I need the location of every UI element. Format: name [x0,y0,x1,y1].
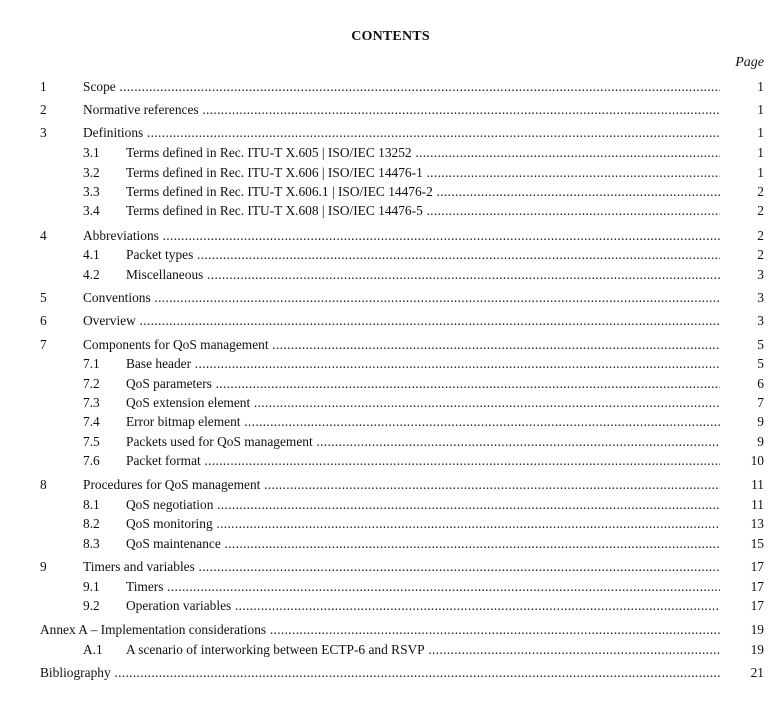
toc-entry [0,394,781,412]
toc-entry-page: 11 [751,497,764,512]
toc-entry-number: 8.3 [83,536,100,551]
toc-entry-number: 9.1 [83,579,100,594]
toc-entry-page: 10 [750,453,764,468]
toc-entry [0,312,781,330]
toc-entry [0,597,781,615]
toc-entry-label: Terms defined in Rec. ITU-T X.606.1 | ISO/IEC 14476-2 ..... [126,183,720,201]
toc-entry-number: 9.2 [83,598,100,613]
toc-entry-page: 3 [757,290,764,305]
toc-entry-label: Packet format ..... [126,452,720,470]
toc-entry [0,496,781,514]
toc-entry [0,246,781,264]
toc-entry [0,433,781,451]
toc-entry-label: Operation variables ..... [126,597,720,615]
toc-entry-label: Error bitmap element ..... [126,413,720,431]
toc-entry-page: 3 [757,267,764,282]
toc-entry-label: Packets used for QoS management ..... [126,433,720,451]
toc-entry-number: 3 [40,125,47,140]
toc-entry [0,476,781,494]
toc-entry-label: QoS monitoring ..... [126,515,720,533]
toc-entry-page: 9 [757,434,764,449]
toc-entry [0,336,781,354]
toc-entry-number: 8.1 [83,497,100,512]
toc-entry-page: 11 [751,477,764,492]
toc-entry-label: Normative references ..... [83,101,720,119]
toc-entry-page: 1 [757,102,764,117]
toc-entry-page: 17 [750,559,764,574]
toc-entry-label: Scope ..... [83,78,720,96]
toc-entry-page: 17 [750,598,764,613]
toc-entry [0,621,781,639]
toc-entry-number: 7 [40,337,47,352]
toc-entry [0,515,781,533]
toc-entry-number: 1 [40,79,47,94]
toc-entry [0,355,781,373]
toc-entry-label: QoS negotiation ..... [126,496,720,514]
toc-entry [0,124,781,142]
toc-entry [0,227,781,245]
toc-entry-page: 2 [757,203,764,218]
toc-entry-page: 2 [757,184,764,199]
toc-entry-label: Miscellaneous ..... [126,266,720,284]
toc-entry-page: 7 [757,395,764,410]
toc-entry-page: 19 [750,622,764,637]
toc-entry-label: Components for QoS management ..... [83,336,720,354]
toc-entry-number: 7.2 [83,376,100,391]
toc-entry [0,535,781,553]
toc-entry-number: 4.1 [83,247,100,262]
toc-entry-number: 8.2 [83,516,100,531]
toc-entry [0,144,781,162]
toc-entry-label: QoS parameters ..... [126,375,720,393]
toc-entry-label: Terms defined in Rec. ITU-T X.605 | ISO/IEC 13252 ..... [126,144,720,162]
toc-entry [0,78,781,96]
toc-entry-label: Definitions ..... [83,124,720,142]
toc-entry-number: 3.4 [83,203,100,218]
toc-entry-page: 3 [757,313,764,328]
toc-entry-label: Timers ..... [126,578,720,596]
toc-entry [0,101,781,119]
toc-entry-page: 21 [750,665,764,680]
toc-entry-label: Abbreviations ..... [83,227,720,245]
toc-entry-label: Procedures for QoS management ..... [83,476,720,494]
toc-entry-number: 7.6 [83,453,100,468]
toc-entry-label: Annex A – Implementation considerations ..... [40,621,720,639]
toc-entry-number: 3.3 [83,184,100,199]
toc-entry-number: 9 [40,559,47,574]
toc-entry-page: 1 [757,79,764,94]
toc-entry-number: 4.2 [83,267,100,282]
toc-entry [0,289,781,307]
toc-entry-page: 13 [750,516,764,531]
toc-entry [0,266,781,284]
toc-entry-page: 5 [757,337,764,352]
toc-entry-page: 6 [757,376,764,391]
toc-entry [0,183,781,201]
toc-entry-label: Packet types ..... [126,246,720,264]
toc-entry-page: 15 [750,536,764,551]
toc-entry-page: 1 [757,165,764,180]
toc-entry-number: 4 [40,228,47,243]
toc-entry-number: 3.2 [83,165,100,180]
toc-entry [0,452,781,470]
toc-entry-page: 5 [757,356,764,371]
toc-entry-page: 1 [757,145,764,160]
toc-entry-label: Timers and variables ..... [83,558,720,576]
toc-entry [0,578,781,596]
toc-title: CONTENTS [351,29,430,44]
toc-entry-label: QoS maintenance ..... [126,535,720,553]
toc-entry-number: 3.1 [83,145,100,160]
toc-entry-number: A.1 [83,642,103,657]
toc-entry-label: Conventions ..... [83,289,720,307]
toc-entry [0,202,781,220]
toc-entry-number: 7.1 [83,356,100,371]
toc-entry [0,375,781,393]
toc-entry-label: Terms defined in Rec. ITU-T X.608 | ISO/IEC 14476-5 ..... [126,202,720,220]
toc-entry [0,164,781,182]
toc-entry-page: 1 [757,125,764,140]
toc-entry-page: 19 [750,642,764,657]
toc-entry-number: 8 [40,477,47,492]
toc-entry-number: 2 [40,102,47,117]
toc-entry-number: 7.4 [83,414,100,429]
toc-entry-label: QoS extension element ..... [126,394,720,412]
toc-entry-label: Overview ..... [83,312,720,330]
toc-entry-label: Terms defined in Rec. ITU-T X.606 | ISO/IEC 14476-1 ..... [126,164,720,182]
toc-entry-label: Bibliography ..... [40,664,720,682]
toc-entry-page: 9 [757,414,764,429]
toc-entry-page: 2 [757,228,764,243]
toc-entry [0,558,781,576]
toc-entry [0,413,781,431]
toc-entry [0,641,781,659]
toc-entry-label: Base header ..... [126,355,720,373]
toc-entry-number: 5 [40,290,47,305]
toc-entry-page: 2 [757,247,764,262]
toc-entry-number: 6 [40,313,47,328]
toc-entry-page: 17 [750,579,764,594]
toc-entry-number: 7.5 [83,434,100,449]
toc-entry-label: A scenario of interworking between ECTP-6 and RSVP ..... [126,641,720,659]
toc-entry [0,664,781,682]
toc-entry-number: 7.3 [83,395,100,410]
page-column-header: Page [735,55,764,70]
